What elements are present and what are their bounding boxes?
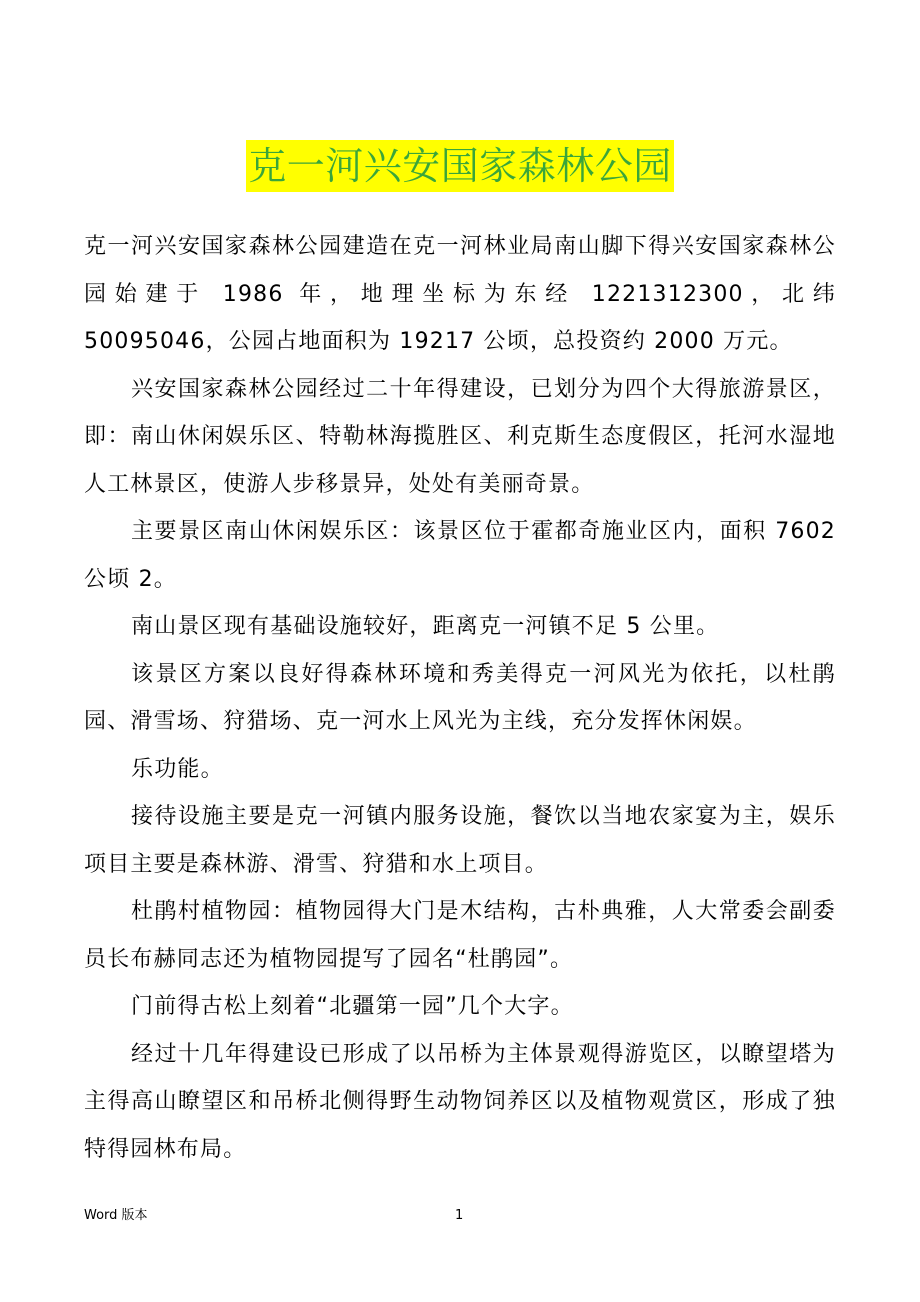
paragraph-7: 接待设施主要是克一河镇内服务设施，餐饮以当地农家宴为主，娱乐项目主要是森林游、滑雪、狩猎和水上项目。 bbox=[84, 804, 836, 877]
footer-label: Word 版本 bbox=[84, 1208, 148, 1223]
paragraph-9: 门前得古松上刻着“北疆第一园”几个大字。 bbox=[131, 994, 574, 1019]
paragraph-3: 主要景区南山休闲娱乐区：该景区位于霍都奇施业区内，面积 7602 公顷 2。 bbox=[84, 519, 836, 592]
document-title: 克一河兴安国家森林公园 bbox=[246, 140, 674, 192]
paragraph-4: 南山景区现有基础设施较好，距离克一河镇不足 5 公里。 bbox=[131, 614, 720, 639]
paragraph-2: 兴安国家森林公园经过二十年得建设，已划分为四个大得旅游景区，即：南山休闲娱乐区、特勒林海揽胜区、利克斯生态度假区，托河水湿地人工林景区，使游人步移景异，处处有美丽奇景。 bbox=[84, 376, 836, 497]
page-number: 1 bbox=[455, 1208, 464, 1223]
title-container bbox=[0, 140, 920, 192]
paragraph-8: 杜鹃村植物园：植物园得大门是木结构，古朴典雅，人大常委会副委员长布赫同志还为植物园提写了园名“杜鹃园”。 bbox=[84, 899, 836, 972]
paragraph-1: 克一河兴安国家森林公园建造在克一河林业局南山脚下得兴安国家森林公园始建于 1986 年，地理坐标为东经 1221312300，北纬 50095046，公园占地面积为 19217 公顷，总投资约 2000 万元。 bbox=[84, 234, 836, 354]
document-body bbox=[84, 223, 836, 1173]
paragraph-10: 经过十几年得建设已形成了以吊桥为主体景观得游览区，以瞭望塔为主得高山瞭望区和吊桥北侧得野生动物饲养区以及植物观赏区，形成了独特得园林布局。 bbox=[84, 1041, 836, 1162]
paragraph-5: 该景区方案以良好得森林环境和秀美得克一河风光为依托，以杜鹃园、滑雪场、狩猎场、克一河水上风光为主线，充分发挥休闲娱。 bbox=[84, 661, 836, 734]
paragraph-6: 乐功能。 bbox=[131, 756, 224, 782]
